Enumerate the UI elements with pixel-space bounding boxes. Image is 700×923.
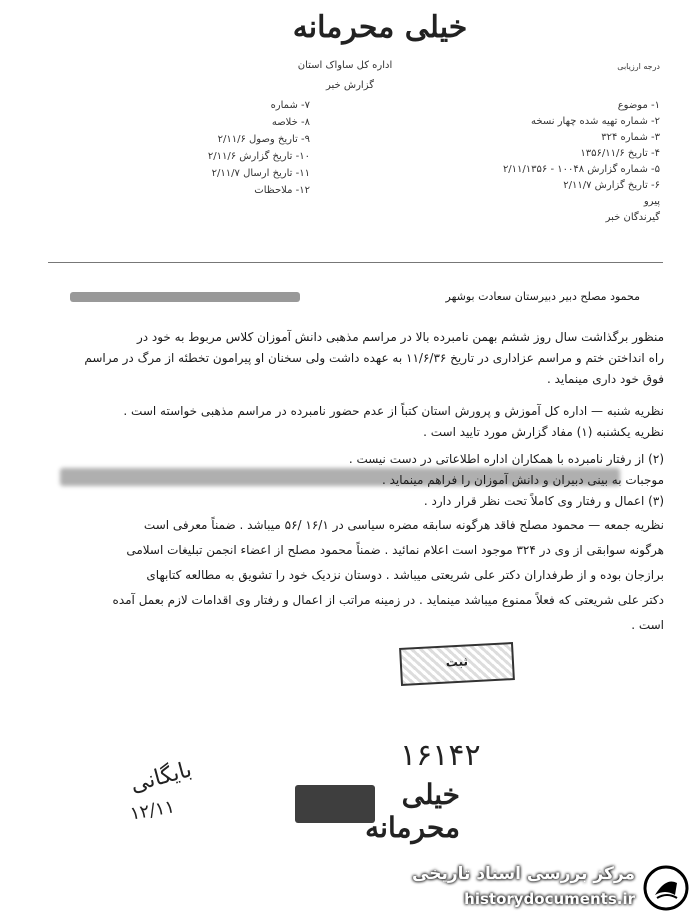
body-line: منظور برگذاشت سال روز ششم بهمن نامبرده بالا در مراسم مذهبی دانش آموزان کلاس مربوط به خود در	[136, 330, 664, 344]
divider	[48, 262, 663, 263]
classification-bottom: خیلی محرمانه	[365, 778, 460, 844]
body-line: (۲) از رفتار نامبرده با همکاران اداره اطلاعاتی در دست نیست .	[348, 452, 664, 466]
handwritten-signature: بایگانی	[127, 757, 195, 798]
handwritten-date: ۱۲/۱۱	[128, 796, 177, 825]
classification-top: خیلی محرمانه	[292, 10, 468, 45]
field-9: ۹- تاریخ وصول ۲/۱۱/۶	[217, 134, 310, 145]
department-label: اداره کل ساواک استان	[297, 60, 393, 71]
field-8: ۸- خلاصه	[271, 117, 310, 128]
field-12: ۱۲- ملاحظات	[254, 185, 310, 196]
field-1: ۱- موضوع	[617, 100, 660, 111]
report-type-label: گزارش خبر	[326, 80, 374, 91]
body-line: برازجان بوده و از طرفداران دکتر علی شریعتی میباشد . دوستان نزدیک خود را تشویق به مطالعه کتابهای	[146, 568, 664, 582]
body-line: نظریه جمعه — محمود مصلح فاقد هرگونه سابقه مضره سیاسی در ۱۶/۱ /۵۶ میباشد . ضمناً معرفی است	[143, 518, 664, 532]
body-line: (۳) اعمال و رفتار وی کاملاً تحت نظر قرار دارد .	[423, 494, 664, 508]
field-followup: پیرو	[643, 196, 660, 207]
field-5: ۵- شماره گزارش ۱۰۰۴۸ - ۲/۱۱/۱۳۵۶	[502, 164, 660, 175]
watermark-title: مرکز بررسی اسناد تاریخی	[412, 864, 635, 884]
field-recipients: گیرندگان خبر	[605, 212, 660, 223]
stamp-text: ثبت	[445, 654, 469, 670]
body-line: دکتر علی شریعتی که فعلاً ممنوع میباشد مینماید . در زمینه مراتب از اعمال و رفتار وی اقدامات لازم بعمل آمده	[112, 593, 664, 607]
field-4: ۴- تاریخ ۱۳۵۶/۱۱/۶	[580, 148, 660, 159]
field-2: ۲- شماره تهیه شده چهار نسخه	[531, 116, 660, 127]
body-line: موجبات به بینی دبیران و دانش آموزان را فراهم مینماید .	[381, 473, 664, 487]
handwritten-number: ۱۶۱۴۲	[400, 738, 481, 773]
redaction-band	[60, 468, 620, 486]
right-fields	[420, 100, 660, 228]
body-line: هرگونه سوابقی از وی در ۳۲۴ موجود است اعلام نمائید . ضمناً محمود مصلح از اعضاء انجمن تبلیغات اسلامی	[126, 543, 664, 557]
body-line: نظریه یکشنبه (۱) مفاد گزارش مورد تایید است .	[423, 425, 664, 439]
field-7: ۷- شماره	[270, 100, 310, 111]
left-fields	[45, 100, 310, 202]
registration-stamp	[399, 642, 515, 686]
evaluation-label: درجه ارزیابی	[617, 62, 660, 71]
redaction-mark	[70, 292, 300, 302]
field-3: ۳- شماره ۳۲۴	[601, 132, 660, 143]
body-line: راه انداختن ختم و مراسم عزاداری در تاریخ ۱۱/۶/۳۶ به عهده داشت ولی سخنان او پیرامون تخطئه از مرگ در مراسم	[84, 351, 664, 365]
watermark-logo-icon	[643, 865, 689, 911]
body-line: فوق خود داری مینماید .	[546, 372, 664, 386]
watermark	[400, 858, 695, 918]
body-line: است .	[631, 618, 664, 632]
body-line: نظریه شنبه — اداره کل آموزش و پرورش استان کتباً از عدم حضور نامبرده در مراسم مذهبی خواسته است .	[123, 404, 664, 418]
subject-line: محمود مصلح دبیر دبیرستان سعادت بوشهر	[445, 290, 640, 303]
field-6: ۶- تاریخ گزارش ۲/۱۱/۷	[563, 180, 660, 191]
field-10: ۱۰- تاریخ گزارش ۲/۱۱/۶	[207, 151, 310, 162]
field-11: ۱۱- تاریخ ارسال ۲/۱۱/۷	[211, 168, 310, 179]
watermark-url: historydocuments.ir	[464, 890, 635, 908]
